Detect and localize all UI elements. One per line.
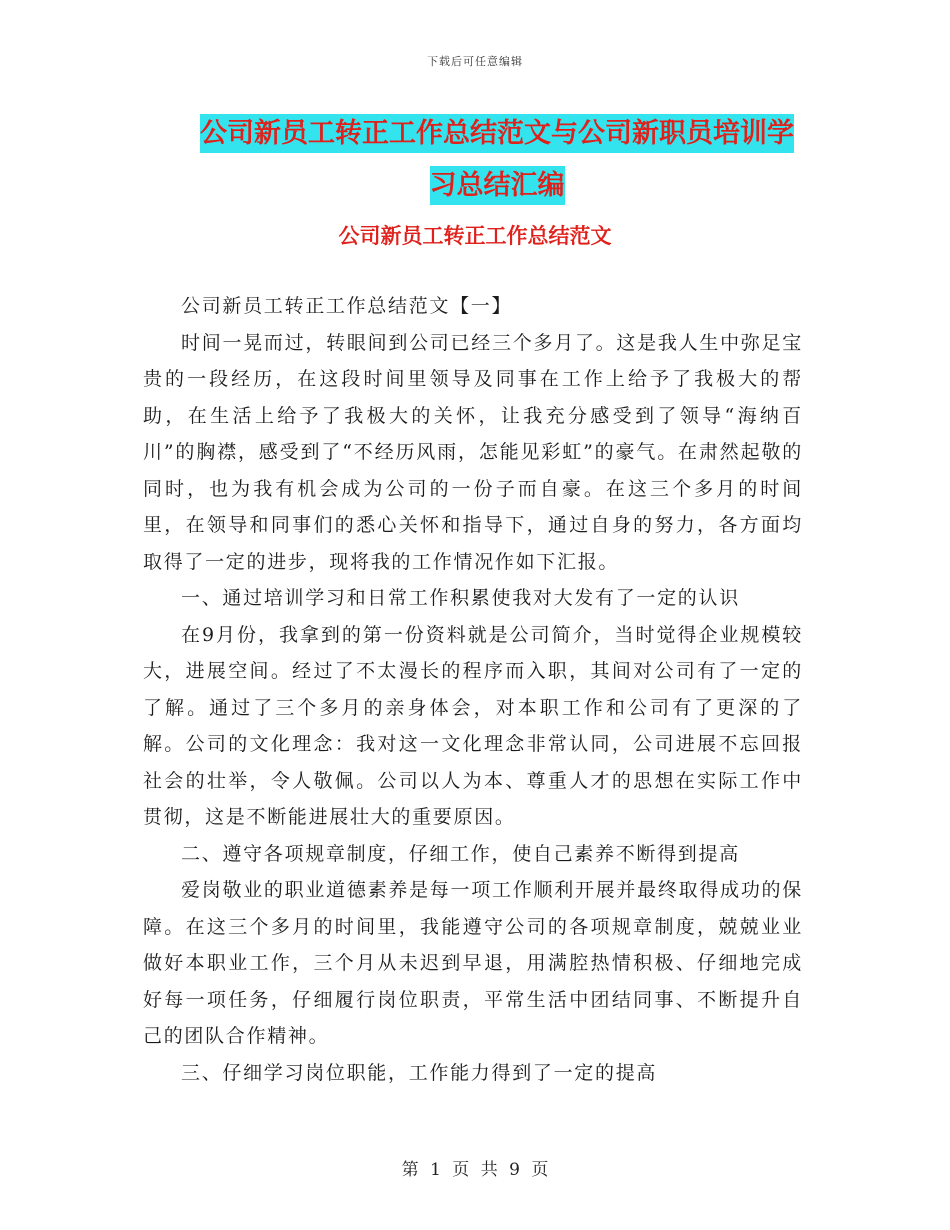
paragraph-heading: 一、通过培训学习和日常工作积累使我对大发有了一定的认识 bbox=[181, 587, 740, 609]
section-title: 公司新员工转正工作总结范文 bbox=[338, 224, 612, 248]
page-footer-number: 第 1 页 共 9 页 bbox=[401, 1160, 549, 1180]
paragraph: 爱岗敬业的职业道德素养是每一项工作顺利开展并最终取得成功的保障。在这三个多月的时间里，我能遵守公司的各项规章制度，兢兢业业做好本职业工作，三个月从未迟到早退，用满腔热情积极、仔细地完成好每一项任务，仔细履行岗位职责，平常生活中团结同事、不断提升自己的团队合作精神。 bbox=[143, 879, 803, 1047]
paragraph-subtitle: 公司新员工转正工作总结范文【一】 bbox=[181, 295, 513, 317]
page-header-note: 下载后可任意编辑 bbox=[427, 55, 523, 68]
document-main-title bbox=[192, 108, 802, 212]
paragraph: 时间一晃而过，转眼间到公司已经三个多月了。这是我人生中弥足宝贵的一段经历，在这段时间里领导及同事在工作上给予了我极大的帮助，在生活上给予了我极大的关怀，让我充分感受到了领导“海纳百川”的胸襟，感受到了“不经历风雨，怎能见彩虹”的豪气。在肃然起敬的同时，也为我有机会成为公司的一份子而自豪。在这三个多月的时间里，在领导和同事们的悉心关怀和指导下，通过自身的努力，各方面均取得了一定的进步，现将我的工作情况作如下汇报。 bbox=[143, 331, 803, 573]
document-body bbox=[143, 288, 803, 1091]
paragraph: 在9月份，我拿到的第一份资料就是公司简介，当时觉得企业规模较大，进展空间。经过了不太漫长的程序而入职，其间对公司有了一定的了解。通过了三个多月的亲身体会，对本职工作和公司有了更深的了解。公司的文化理念：我对这一文化理念非常认同，公司进展不忘回报社会的壮举，令人敬佩。公司以人为本、尊重人才的思想在实际工作中贯彻，这是不断能进展壮大的重要原因。 bbox=[143, 623, 803, 828]
paragraph-heading: 二、遵守各项规章制度，仔细工作，使自己素养不断得到提高 bbox=[181, 842, 740, 865]
main-title-highlight: 公司新员工转正工作总结范文与公司新职员培训学习总结汇编 bbox=[200, 114, 794, 205]
paragraph-heading: 三、仔细学习岗位职能，工作能力得到了一定的提高 bbox=[181, 1061, 658, 1084]
